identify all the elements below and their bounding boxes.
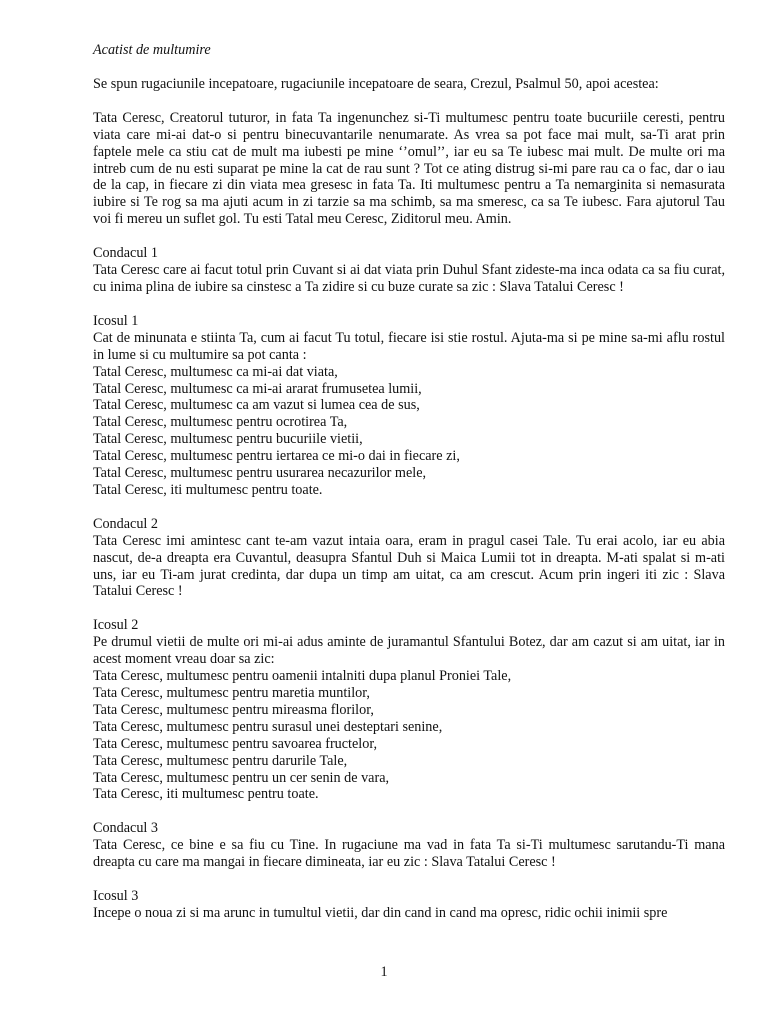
section-condacul-3 (93, 820, 725, 871)
document-page (93, 42, 725, 939)
opening-prayer: Tata Ceresc, Creatorul tuturor, in fata Ta ingenunchez si-Ti multumesc pentru toate bucuriile ceresti, pentru viata care mi-ai dat-o si pentru binecuvantarile nenumarate. As vrea sa pot face mai mult, sa-Ti arat prin faptele mele ca stiu cat de mult ma iubesti pe mine ‘’omul’’, iar eu sa Te iubesc mai mult. De multe ori ma intreb cum de nu esti suparat pe mine la cat de rau sunt ? Tot ce ating distrug si-mi pare rau ca o fac, dar o iau de la cap, in fiecare zi din viata mea gresesc in fata Ta. Iti multumesc pentru a Ta nemarginita si nemasurata iubire si Te rog sa ma ajuti acum in zi tarzie sa ma schimb, sa ma smeresc, ca sa Te iubesc. Fara ajutorul Tau voi fi mereu un suflet gol. Tu esti Tatal meu Ceresc, Ziditorul meu. Amin. (93, 109, 725, 228)
intro-paragraph: Se spun rugaciunile incepatoare, rugaciunile incepatoare de seara, Crezul, Psalmul 50, apoi acestea: (93, 75, 659, 92)
page-number: 1 (380, 964, 388, 980)
section-heading: Condacul 3 (93, 820, 159, 837)
section-body: Cat de minunata e stiinta Ta, cum ai facut Tu totul, fiecare isi stie rostul. Ajuta-ma si pe mine sa-mi aflu rostul in lume si cu multumire sa pot canta : (93, 329, 725, 363)
section-condacul-1 (93, 245, 725, 296)
section-heading: Condacul 1 (93, 245, 159, 262)
section-icosul-2 (93, 617, 725, 803)
section-heading: Icosul 1 (93, 312, 139, 329)
section-body: Pe drumul vietii de multe ori mi-ai adus aminte de juramantul Sfantului Botez, dar am cazut si am uitat, iar in acest moment vreau doar sa zic: (93, 634, 725, 668)
litany-line: Tata Ceresc, multumesc pentru savoarea fructelor, (93, 735, 378, 752)
litany-line: Tata Ceresc, multumesc pentru darurile Tale, (93, 752, 348, 769)
litany-line: Tatal Ceresc, multumesc pentru bucuriile vietii, (93, 431, 363, 448)
section-condacul-2 (93, 516, 725, 601)
litany-line: Tatal Ceresc, multumesc ca mi-ai ararat frumusetea lumii, (93, 380, 422, 397)
document-title: Acatist de multumire (93, 42, 211, 58)
litany-line: Tata Ceresc, multumesc pentru maretia muntilor, (93, 685, 370, 701)
litany-line: Tata Ceresc, multumesc pentru mireasma florilor, (93, 701, 374, 718)
section-body: Tata Ceresc imi amintesc cant te-am vazut intaia oara, eram in pragul casei Tale. Tu erai acolo, iar eu abia nascut, de-a dreapta era Cuvantul, deasupra Sfantul Duh si Maica Lumii tot in dreapta. M-ati spalat si m-ati uns, iar eu Ti-am jurat credinta, dar dupa un timp am uitat, ca am crescut. Acum prin ingeri iti zic : Slava Tatalui Ceresc ! (93, 532, 725, 600)
litany-line: Tatal Ceresc, multumesc pentru iertarea ce mi-o dai in fiecare zi, (93, 448, 460, 465)
section-body: Tata Ceresc care ai facut totul prin Cuvant si ai dat viata prin Duhul Sfant zideste-ma inca odata ca sa fiu curat, cu inima plina de iubire sa cinstesc a Ta zidire si cu buze curate sa zic : Slava Tatalui Ceresc ! (93, 262, 725, 295)
litany-line: Tatal Ceresc, multumesc pentru ocrotirea Ta, (93, 414, 348, 431)
litany-line: Tata Ceresc, multumesc pentru oamenii intalniti dupa planul Proniei Tale, (93, 668, 512, 685)
section-body: Tata Ceresc, ce bine e sa fiu cu Tine. In rugaciune ma vad in fata Ta si-Ti multumesc sarutandu-Ti mana dreapta cu care ma mangai in fiecare dimineata, iar eu zic : Slava Tatalui Ceresc ! (93, 837, 725, 871)
section-body: Incepe o noua zi si ma arunc in tumultul vietii, dar din cand in cand ma opresc, ridic ochii inimii spre (93, 904, 668, 921)
litany-line: Tata Ceresc, iti multumesc pentru toate. (93, 786, 319, 803)
litany-line: Tatal Ceresc, multumesc pentru usurarea necazurilor mele, (93, 465, 427, 482)
section-heading: Icosul 2 (93, 617, 139, 634)
litany-line: Tatal Ceresc, multumesc ca am vazut si lumea cea de sus, (93, 397, 420, 414)
litany-line: Tatal Ceresc, iti multumesc pentru toate. (93, 481, 323, 498)
litany-line: Tatal Ceresc, multumesc ca mi-ai dat viata, (93, 363, 338, 380)
litany-line: Tata Ceresc, multumesc pentru surasul unei desteptari senine, (93, 718, 443, 735)
litany-line: Tata Ceresc, multumesc pentru un cer senin de vara, (93, 769, 390, 786)
section-icosul-1 (93, 313, 725, 499)
section-icosul-3 (93, 888, 725, 922)
section-heading: Condacul 2 (93, 515, 159, 532)
section-heading: Icosul 3 (93, 888, 139, 905)
